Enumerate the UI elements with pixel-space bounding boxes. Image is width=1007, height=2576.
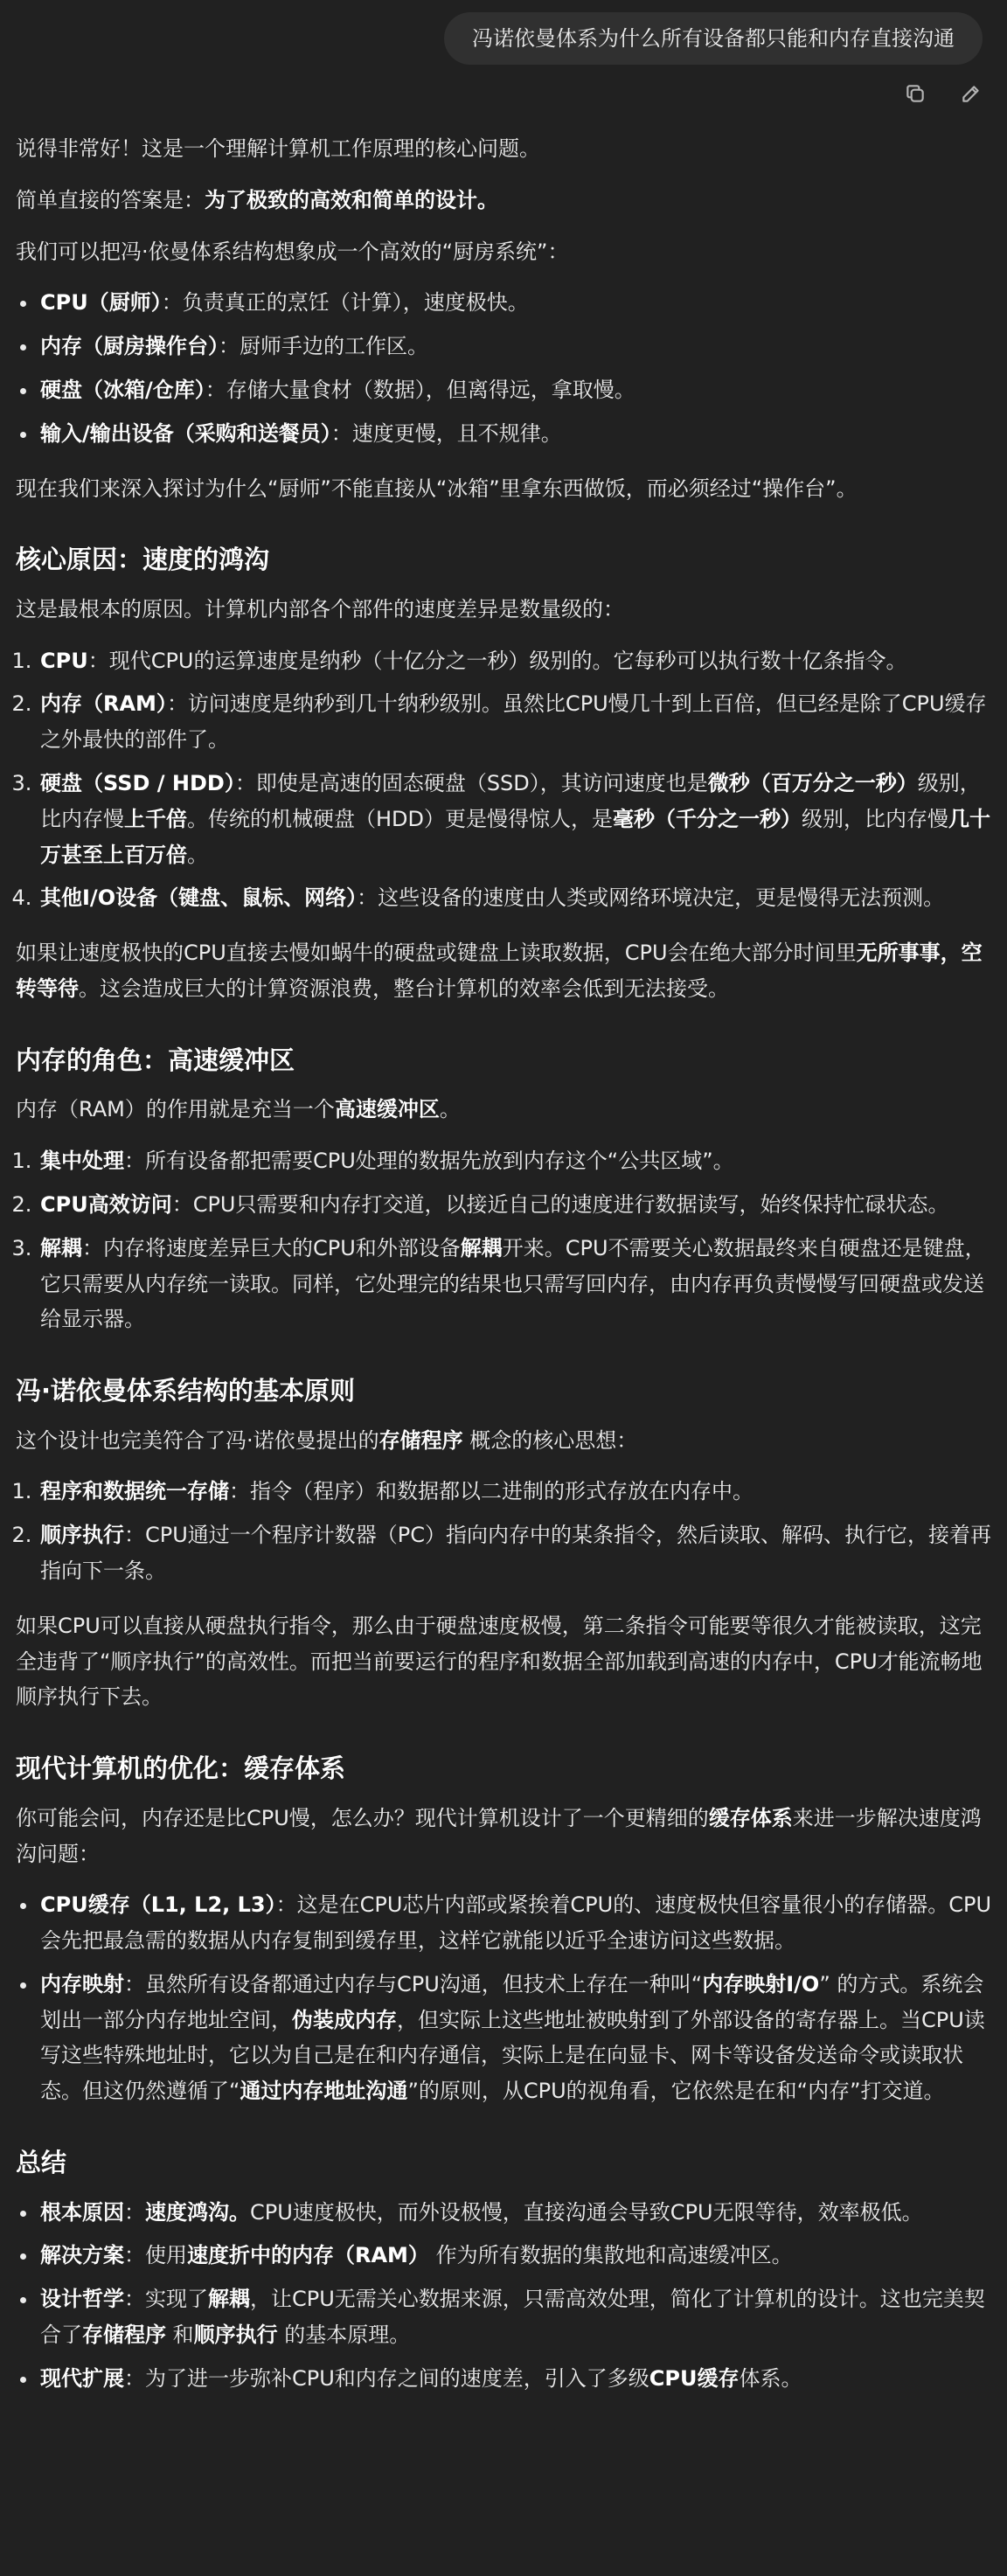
copy-button[interactable] <box>900 79 930 108</box>
answer-paragraph: 如果CPU可以直接从硬盘执行指令，那么由于硬盘速度极慢，第二条指令可能要等很久才能被读取，这完全违背了“顺序执行”的高效性。而把当前要运行的程序和数据全部加载到高速的内存中，CPU才能流畅地顺序执行下去。 <box>16 1613 983 1710</box>
user-message-row <box>444 12 983 65</box>
cache-system-list <box>16 1887 995 2109</box>
answer-paragraph: 说得非常好！这是一个理解计算机工作原理的核心问题。 <box>16 136 540 161</box>
list-item: • 输入/输出设备（采购和送餐员）：速度更慢，且不规律。 <box>38 416 995 452</box>
list-item: • 解决方案：使用速度折中的内存（RAM） 作为所有数据的集散地和高速缓冲区。 <box>38 2238 995 2274</box>
list-item: 3. 解耦：内存将速度差异巨大的CPU和外部设备解耦开来。CPU不需要关心数据最终来自硬盘还是键盘，它只需要从内存统一读取。同样，它处理完的结果也只需写回内存，由内存再负责慢慢写回硬盘或发送给显示器。 <box>38 1231 995 1337</box>
list-item: 4. 其他I/O设备（键盘、鼠标、网络）：这些设备的速度由人类或网络环境决定，更是慢得无法预测。 <box>38 880 995 916</box>
list-item: 3. 硬盘（SSD / HDD）：即使是高速的固态硬盘（SSD），其访问速度也是微秒（百万分之一秒）级别，比内存慢上千倍。传统的机械硬盘（HDD）更是慢得惊人，是毫秒（千分之一秒）级别，比内存慢几十万甚至上百万倍。 <box>38 766 995 872</box>
section-heading: 现代计算机的优化：缓存体系 <box>16 1753 346 1784</box>
list-item: 1. 集中处理：所有设备都把需要CPU处理的数据先放到内存这个“公共区域”。 <box>38 1143 995 1179</box>
user-message-bubble: 冯诺依曼体系为什么所有设备都只能和内存直接沟通 <box>444 12 983 65</box>
memory-role-list <box>16 1143 995 1337</box>
section-heading: 核心原因：速度的鸿沟 <box>16 545 270 575</box>
list-item: • 现代扩展：为了进一步弥补CPU和内存之间的速度差，引入了多级CPU缓存体系。 <box>38 2361 995 2397</box>
list-item: 1. CPU：现代CPU的运算速度是纳秒（十亿分之一秒）级别的。它每秒可以执行数十亿条指令。 <box>38 643 995 679</box>
section-heading: 内存的角色：高速缓冲区 <box>16 1045 295 1075</box>
section-heading: 总结 <box>16 2148 67 2178</box>
answer-paragraph: 如果让速度极快的CPU直接去慢如蜗牛的硬盘或键盘上读取数据，CPU会在绝大部分时间里无所事事，空转等待。这会造成巨大的计算资源浪费，整台计算机的效率会低到无法接受。 <box>16 941 983 1002</box>
answer-paragraph: 这个设计也完美符合了冯·诺依曼提出的存储程序 概念的核心思想： <box>16 1427 638 1453</box>
edit-pencil-icon <box>960 82 983 105</box>
assistant-answer <box>16 131 995 2416</box>
copy-icon <box>904 82 927 105</box>
answer-paragraph: 我们可以把冯·依曼体系结构想象成一个高效的“厨房系统”： <box>16 239 569 264</box>
answer-paragraph: 内存（RAM）的作用就是充当一个高速缓冲区。 <box>16 1097 461 1122</box>
summary-list <box>16 2195 995 2397</box>
list-item: • 设计哲学：实现了解耦，让CPU无需关心数据来源，只需高效处理，简化了计算机的设计。这也完美契合了存储程序 和顺序执行 的基本原理。 <box>38 2281 995 2353</box>
list-item: • 根本原因：速度鸿沟。CPU速度极快，而外设极慢，直接沟通会导致CPU无限等待，效率极低。 <box>38 2195 995 2231</box>
list-item: 2. 内存（RAM）：访问速度是纳秒到几十纳秒级别。虽然比CPU慢几十到上百倍，但已经是除了CPU缓存之外最快的部件了。 <box>38 686 995 758</box>
list-item: • 内存（厨房操作台）：厨师手边的工作区。 <box>38 329 995 365</box>
answer-paragraph: 现在我们来深入探讨为什么“厨师”不能直接从“冰箱”里拿东西做饭，而必须经过“操作台”。 <box>16 476 858 501</box>
answer-paragraph: 这是最根本的原因。计算机内部各个部件的速度差异是数量级的： <box>16 596 624 621</box>
answer-paragraph: 你可能会问，内存还是比CPU慢，怎么办？现代计算机设计了一个更精细的缓存体系来进一步解决速度鸿沟问题： <box>16 1805 982 1866</box>
list-item: 2. 顺序执行：CPU通过一个程序计数器（PC）指向内存中的某条指令，然后读取、解码、执行它，接着再指向下一条。 <box>38 1517 995 1589</box>
list-item: 1. 程序和数据统一存储：指令（程序）和数据都以二进制的形式存放在内存中。 <box>38 1474 995 1510</box>
list-item: • 硬盘（冰箱/仓库）：存储大量食材（数据），但离得远，拿取慢。 <box>38 372 995 408</box>
section-heading: 冯·诺依曼体系结构的基本原则 <box>16 1376 356 1406</box>
list-item: • CPU（厨师）：负责真正的烹饪（计算），速度极快。 <box>38 285 995 321</box>
speed-gap-list <box>16 643 995 917</box>
list-item: • 内存映射：虽然所有设备都通过内存与CPU沟通，但技术上存在一种叫“内存映射I/O” 的方式。系统会划出一部分内存地址空间，伪装成内存，但实际上这些地址被映射到了外部设备的寄存器上。当CPU读写这些特殊地址时，它以为自己是在和内存通信，实际上是在向显卡、网卡等设备发送命令或读取状态。但这仍然遵循了“通过内存地址沟通”的原则，从CPU的视角看，它依然是在和“内存”打交道。 <box>38 1967 995 2109</box>
edit-button[interactable] <box>956 79 986 108</box>
answer-paragraph: 简单直接的答案是：为了极致的高效和简单的设计。 <box>16 187 498 212</box>
list-item: • CPU缓存（L1, L2, L3）：这是在CPU芯片内部或紧挨着CPU的、速度极快但容量很小的存储器。CPU会先把最急需的数据从内存复制到缓存里，这样它就能以近乎全速访问这些数据。 <box>38 1887 995 1959</box>
kitchen-analogy-list <box>16 285 995 451</box>
von-neumann-principles-list <box>16 1474 995 1588</box>
list-item: 2. CPU高效访问：CPU只需要和内存打交道，以接近自己的速度进行数据读写，始终保持忙碌状态。 <box>38 1187 995 1223</box>
user-message-actions <box>900 79 986 108</box>
